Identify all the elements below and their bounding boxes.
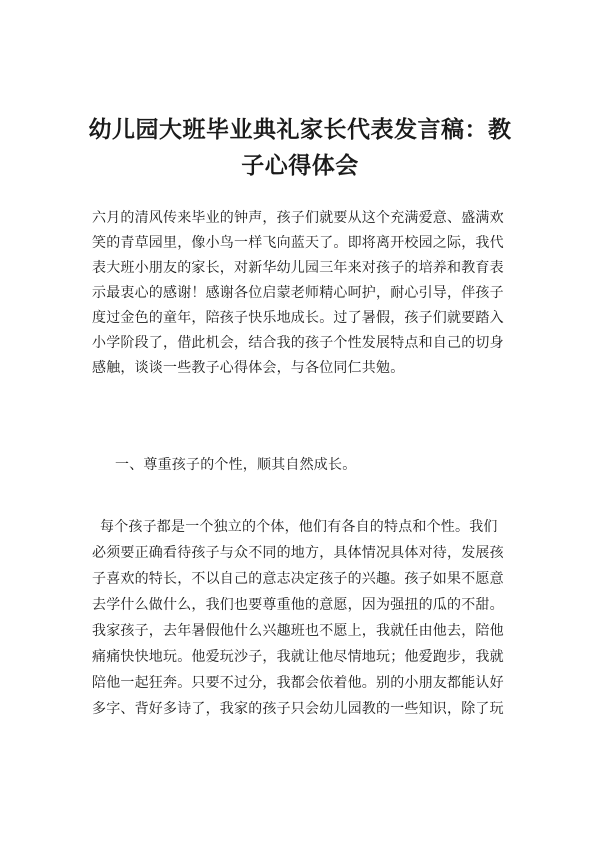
paragraph-line: 度过金色的童年，陪孩子快乐地成长。过了暑假，孩子们就要踏入: [92, 310, 504, 326]
document-title: [80, 112, 520, 184]
paragraph-line: 示最衷心的感谢！感谢各位启蒙老师精心呵护，耐心引导，伴孩子: [92, 285, 504, 301]
paragraph-line: 笑的青草园里，像小鸟一样飞向蓝天了。即将离开校园之际，我代: [92, 235, 504, 251]
intro-paragraph: [92, 206, 522, 381]
paragraph-line: 六月的清风传来毕业的钟声，孩子们就要从这个充满爱意、盛满欢: [92, 210, 504, 226]
paragraph-line: 必须要正确看待孩子与众不同的地方，具体情况具体对待，发展孩: [92, 545, 504, 561]
section-heading: 一、尊重孩子的个性，顺其自然成长。: [115, 457, 357, 473]
title-line: 子心得体会: [241, 152, 359, 179]
paragraph-line: 感触，谈谈一些教子心得体会，与各位同仁共勉。: [92, 360, 405, 376]
paragraph-line: 陪他一起狂奔。只要不过分，我都会依着他。别的小朋友都能认好: [92, 675, 504, 691]
paragraph-line: 表大班小朋友的家长，对新华幼儿园三年来对孩子的培养和教育表: [92, 260, 504, 276]
paragraph-line: 去学什么做什么，我们也要尊重他的意愿，因为强扭的瓜的不甜。: [92, 597, 504, 613]
title-line: 幼儿园大班毕业典礼家长代表发言稿：教: [88, 116, 512, 143]
paragraph-line: 每个孩子都是一个独立的个体，他们有各自的特点和个性。我们: [100, 519, 498, 535]
paragraph-line: 痛痛快快地玩。他爱玩沙子，我就让他尽情地玩；他爱跑步，我就: [92, 649, 504, 665]
paragraph-line: 子喜欢的特长，不以自己的意志决定孩子的兴趣。孩子如果不愿意: [92, 571, 504, 587]
paragraph-line: 多字、背好多诗了，我家的孩子只会幼儿园教的一些知识，除了玩: [92, 701, 504, 717]
body-paragraph: [92, 514, 522, 722]
paragraph-line: 我家孩子，去年暑假他什么兴趣班也不愿上，我就任由他去，陪他: [92, 623, 504, 639]
paragraph-line: 小学阶段了，借此机会，结合我的孩子个性发展特点和自己的切身: [92, 335, 504, 351]
